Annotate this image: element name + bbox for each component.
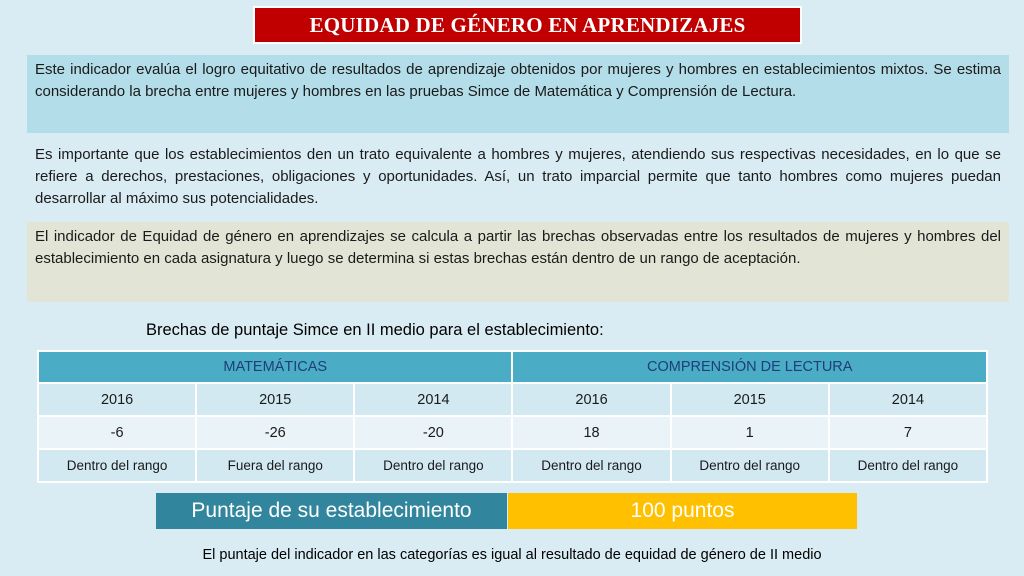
footer-note: El puntaje del indicador en las categorías es igual al resultado de equidad de género de II medio xyxy=(202,547,822,563)
gap-cell: -20 xyxy=(354,416,512,449)
gap-cell: -6 xyxy=(38,416,196,449)
status-cell: Dentro del rango xyxy=(671,449,829,482)
importance-paragraph: Es importante que los establecimientos den un trato equivalente a hombres y mujeres, atendiendo sus respectivas necesidades, en lo que se refiere a derechos, prestaciones, obligaciones y oportunidades. Así, un trato imparcial permite que tanto hombres como mujeres puedan desarrollar al máximo sus potencialidades. xyxy=(35,146,1001,207)
status-cell: Dentro del rango xyxy=(354,449,512,482)
score-value-box xyxy=(508,493,857,529)
gap-cell: 18 xyxy=(512,416,670,449)
subject-header-row xyxy=(38,351,987,383)
year-cell: 2015 xyxy=(671,383,829,416)
year-cell: 2014 xyxy=(829,383,987,416)
score-label-box xyxy=(156,493,507,529)
status-row xyxy=(38,449,987,482)
status-cell: Dentro del rango xyxy=(512,449,670,482)
year-cell: 2014 xyxy=(354,383,512,416)
subject-header-reading: COMPRENSIÓN DE LECTURA xyxy=(512,351,987,383)
calculation-paragraph: El indicador de Equidad de género en aprendizajes se calcula a partir las brechas observadas entre los resultados de mujeres y hombres del establecimiento en cada asignatura y luego se determina si estas brechas están dentro de un rango de aceptación. xyxy=(27,222,1009,302)
year-header-row xyxy=(38,383,987,416)
status-cell: Dentro del rango xyxy=(829,449,987,482)
status-cell: Fuera del rango xyxy=(196,449,354,482)
gap-row xyxy=(38,416,987,449)
title-banner xyxy=(253,6,802,44)
score-label: Puntaje de su establecimiento xyxy=(191,499,472,522)
gap-cell: 1 xyxy=(671,416,829,449)
subject-header-math: MATEMÁTICAS xyxy=(38,351,512,383)
simce-gaps-table xyxy=(37,350,988,483)
gap-cell: -26 xyxy=(196,416,354,449)
score-value: 100 puntos xyxy=(630,499,735,522)
table-title: Brechas de puntaje Simce en II medio para el establecimiento: xyxy=(146,321,604,339)
year-cell: 2016 xyxy=(38,383,196,416)
intro-paragraph: Este indicador evalúa el logro equitativo de resultados de aprendizaje obtenidos por mujeres y hombres en establecimientos mixtos. Se estima considerando la brecha entre mujeres y hombres en las pruebas Simce de Matemática y Comprensión de Lectura. xyxy=(27,55,1009,133)
year-cell: 2016 xyxy=(512,383,670,416)
page-title: EQUIDAD DE GÉNERO EN APRENDIZAJES xyxy=(309,12,746,37)
year-cell: 2015 xyxy=(196,383,354,416)
status-cell: Dentro del rango xyxy=(38,449,196,482)
gap-cell: 7 xyxy=(829,416,987,449)
